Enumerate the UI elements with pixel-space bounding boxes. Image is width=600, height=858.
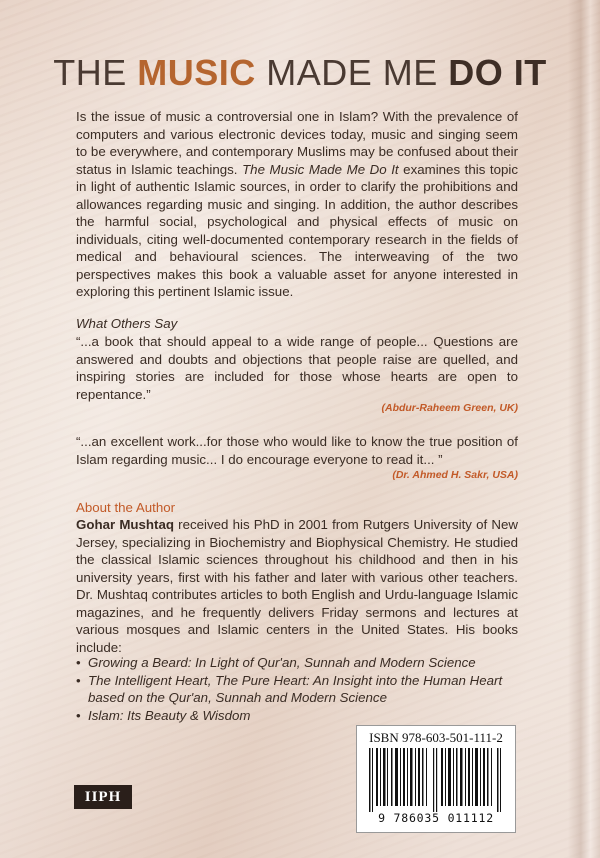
book-list-item: • Growing a Beard: In Light of Qur'an, Sunnah and Modern Science [76,655,476,670]
review-quote-2: “...an excellent work...for those who would like to know the true position of Islam regarding music... I do encourage everyone to read it... ” [76,434,518,467]
book-list-item: • The Intelligent Heart, The Pure Heart: An Insight into the Human Heart based on the Qur'an, Sunnah and Modern Science [76,672,503,705]
book-list-item: • Islam: Its Beauty & Wisdom [76,707,251,723]
author-name: Gohar Mushtaq [76,517,174,532]
author-books-list [76,654,526,724]
about-author-heading: About the Author [76,500,176,515]
author-bio: Gohar Mushtaq received his PhD in 2001 from Rutgers University of New Jersey, specializing in Biochemistry and Biophysical Chemistry. He studied the classical Islamic sciences throughout his childhood and then in his university years, first with his father and later with various other teachers. Dr. Mushtaq contributes articles to both English and Urdu-language Islamic magazines, and he frequently delivers Friday sermons and lectures at various mosques and Islamic centers in the United States. His books include: [76,517,518,655]
book-title-inline: The Music Made Me Do It [242,161,399,177]
publisher-logo: IIPH [74,785,132,809]
book-title: THE MUSIC MADE ME DO IT [53,52,547,93]
reviews-heading: What Others Say [76,316,178,331]
review-attribution-2: (Dr. Ahmed H. Sakr, USA) [392,469,518,481]
review-quote-1: “...a book that should appeal to a wide range of people... Questions are answered and doubts and objections that people raise are quelled, and inspiring stories are included for those whose hearts are open to repentance.” [76,334,518,402]
book-description: Is the issue of music a controversial one in Islam? With the prevalence of computers and various electronic devices today, music and singing seem to be everywhere, and contemporary Muslims may be confused about their status in Islamic teachings. The Music Made Me Do It examines this topic in light of authentic Islamic sources, in order to clarify the prohibitions and allowances regarding music and singing. In addition, the author describes the harmful social, psychological and physical effects of music on individuals, citing well-documented contemporary research in the fields of medical and behavioural sciences. The interweaving of the two perspectives makes this book a valuable asset for anyone interested in exploring this pertinent Islamic issue. [76,109,518,299]
isbn-label: ISBN 978-603-501-111-2 [369,730,503,745]
review-attribution-1: (Abdur-Raheem Green, UK) [381,402,518,414]
barcode-bars [367,748,505,812]
barcode-digits: 9 786035 011112 [378,811,494,825]
isbn-barcode [356,725,516,833]
book-spine-edge [568,0,600,858]
